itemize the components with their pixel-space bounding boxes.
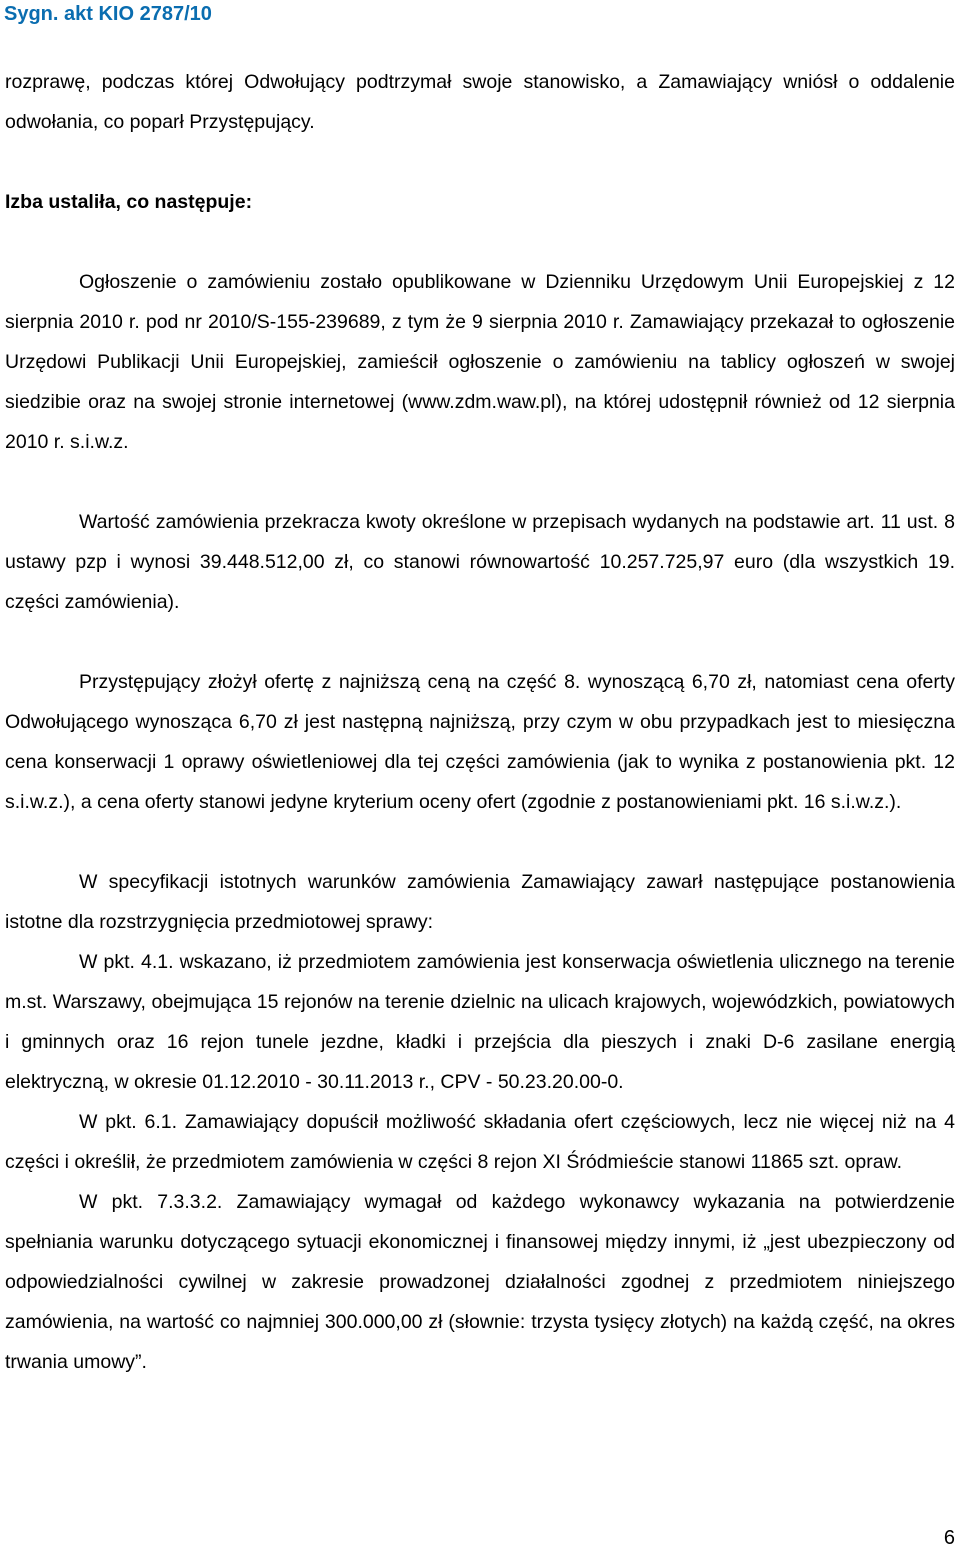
case-signature: Sygn. akt KIO 2787/10 [4, 3, 212, 25]
paragraph-point-7-3-3-2: W pkt. 7.3.3.2. Zamawiający wymagał od każdego wykonawcy wykazania na potwierdzenie spełniania warunku dotyczącego sytuacji ekonomicznej i finansowej między innymi, iż „jest ubezpieczony od odpowiedzialności cywilnej w zakresie prowadzonej działalności zgodnej z przedmiotem niniejszego zamówienia, na wartość co najmniej 300.000,00 zł (słownie: trzysta tysięcy złotych) na każdą część, na okres trwania umowy”. [5, 1191, 955, 1373]
paragraph-offers: Przystępujący złożył ofertę z najniższą ceną na część 8. wynoszącą 6,70 zł, natomiast cena oferty Odwołującego wynosząca 6,70 zł jest następną najniższą, przy czym w obu przypadkach jest to miesięczna cena konserwacji 1 oprawy oświetleniowej dla tej części zamówienia (jak to wynika z postanowienia pkt. 12 s.i.w.z.), a cena oferty stanowi jedyne kryterium oceny ofert (zgodnie z postanowieniami pkt. 16 s.i.w.z.). [5, 671, 955, 813]
paragraph-point-4-1: W pkt. 4.1. wskazano, iż przedmiotem zamówienia jest konserwacja oświetlenia ulicznego na terenie m.st. Warszawy, obejmująca 15 rejonów na terenie dzielnic na ulicach krajowych, wojewódzkich, powiatowych i gminnych oraz 16 rejon tunele jezdne, kładki i przejścia dla pieszych i znaki D-6 zasilane energią elektryczną, w okresie 01.12.2010 - 30.11.2013 r., CPV - 50.23.20.00-0. [5, 951, 955, 1093]
section-heading: Izba ustaliła, co następuje: [5, 191, 253, 213]
paragraph-point-6-1: W pkt. 6.1. Zamawiający dopuścił możliwość składania ofert częściowych, lecz nie więcej niż na 4 części i określił, że przedmiotem zamówienia w części 8 rejon XI Śródmieście stanowi 11865 szt. opraw. [5, 1111, 955, 1173]
page-number: 6 [943, 1527, 955, 1549]
paragraph-proceedings: rozprawę, podczas której Odwołujący podtrzymał swoje stanowisko, a Zamawiający wniósł o oddalenie odwołania, co poparł Przystępujący. [5, 71, 955, 133]
paragraph-specification: W specyfikacji istotnych warunków zamówienia Zamawiający zawarł następujące postanowienia istotne dla rozstrzygnięcia przedmiotowej sprawy: [5, 871, 955, 933]
document-body [5, 62, 955, 1382]
paragraph-notice: Ogłoszenie o zamówieniu zostało opublikowane w Dzienniku Urzędowym Unii Europejskiej z 12 sierpnia 2010 r. pod nr 2010/S-155-239689, z tym że 9 sierpnia 2010 r. Zamawiający przekazał to ogłoszenie Urzędowi Publikacji Unii Europejskiej, zamieścił ogłoszenie o zamówieniu na tablicy ogłoszeń w swojej siedzibie oraz na swojej stronie internetowej (www.zdm.waw.pl), na której udostępnił również od 12 sierpnia 2010 r. s.i.w.z. [5, 271, 955, 453]
paragraph-value: Wartość zamówienia przekracza kwoty określone w przepisach wydanych na podstawie art. 11 ust. 8 ustawy pzp i wynosi 39.448.512,00 zł, co stanowi równowartość 10.257.725,97 euro (dla wszystkich 19. części zamówienia). [5, 511, 955, 613]
